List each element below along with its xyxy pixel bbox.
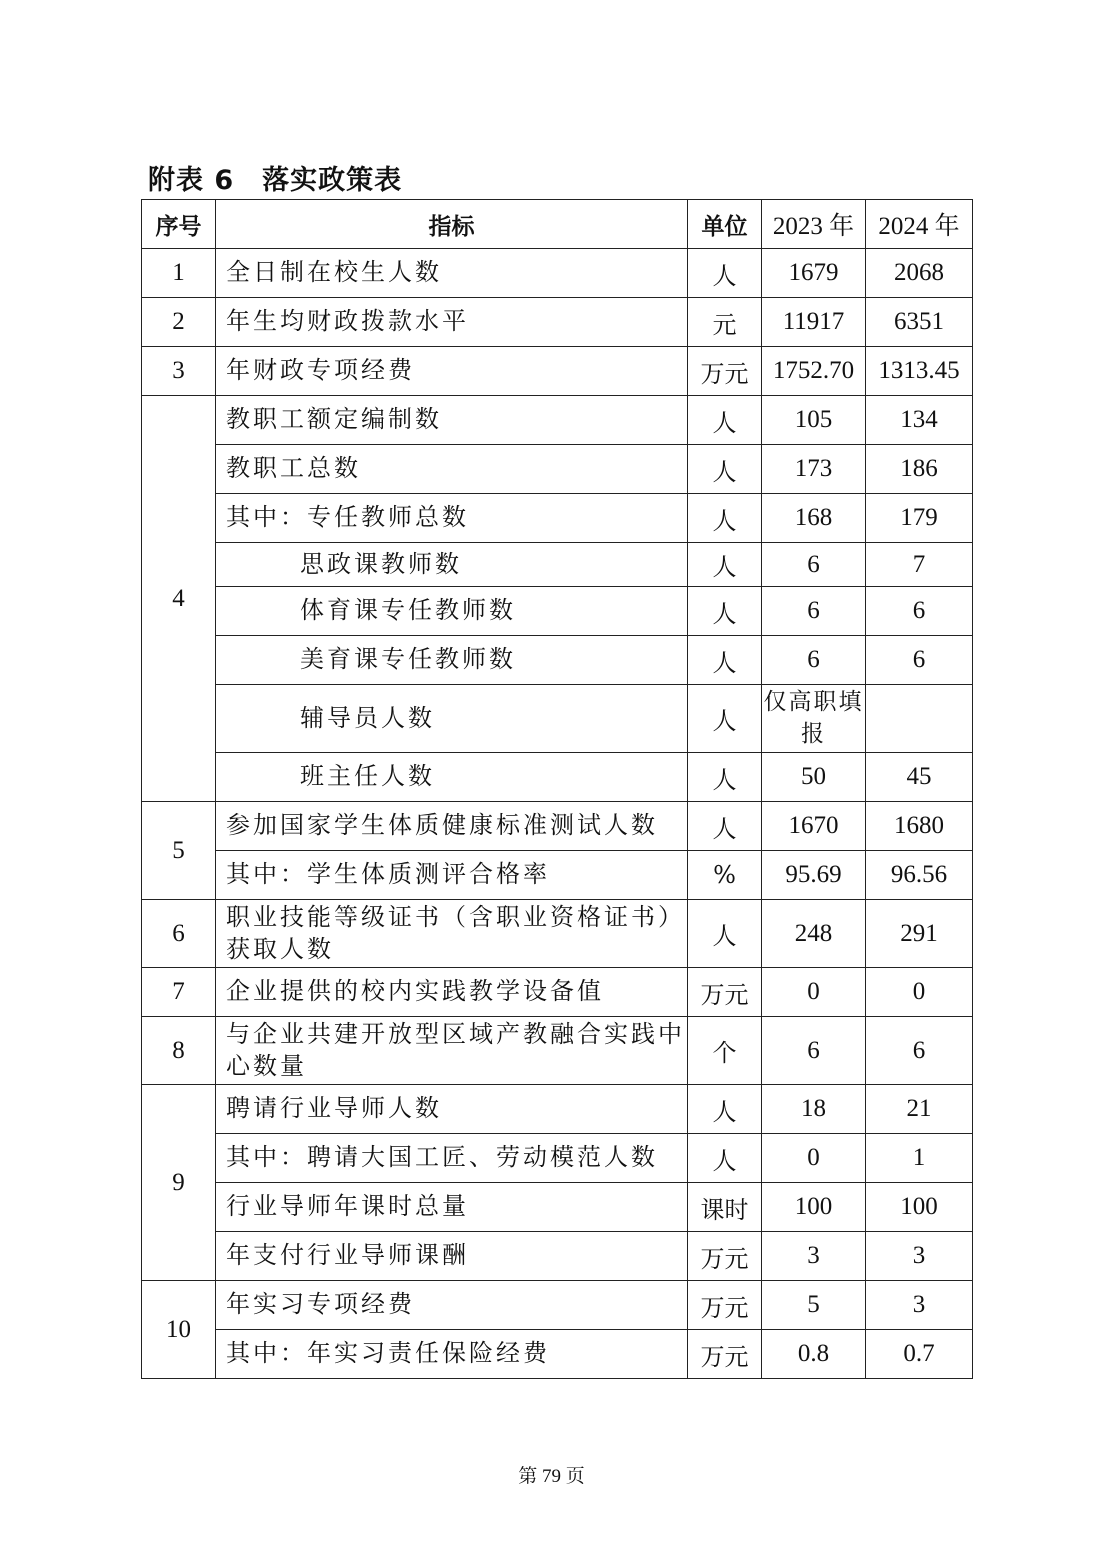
row-indicator: 聘请行业导师人数: [216, 1085, 688, 1134]
header-index: 序号: [142, 200, 216, 249]
table-row: [142, 685, 973, 753]
row-2023-value: 1670: [762, 802, 866, 851]
row-2023-value: 50: [762, 753, 866, 802]
row-unit: 人: [688, 587, 762, 636]
row-unit: 人: [688, 396, 762, 445]
row-2023-value: 173: [762, 445, 866, 494]
row-indicator: 辅导员人数: [216, 685, 688, 753]
row-indicator: 年支付行业导师课酬: [216, 1232, 688, 1281]
row-2023-value: 0: [762, 968, 866, 1017]
row-2024-value: 6: [866, 587, 973, 636]
row-2024-value: 2068: [866, 249, 973, 298]
table-row: [142, 802, 973, 851]
header-2024: 2024 年: [866, 200, 973, 249]
table-row: [142, 587, 973, 636]
row-indicator: 参加国家学生体质健康标准测试人数: [216, 802, 688, 851]
table-row: [142, 968, 973, 1017]
row-unit: 人: [688, 249, 762, 298]
row-2023-value: 6: [762, 587, 866, 636]
row-2023-value: 11917: [762, 298, 866, 347]
table-row: [142, 347, 973, 396]
row-indicator: 企业提供的校内实践教学设备值: [216, 968, 688, 1017]
row-indicator: 其中：聘请大国工匠、劳动模范人数: [216, 1134, 688, 1183]
policy-table: [141, 199, 973, 1379]
row-index: 1: [142, 249, 216, 298]
page-number: 第 79 页: [518, 1466, 585, 1487]
row-unit: 人: [688, 1134, 762, 1183]
row-2023-value: 6: [762, 1017, 866, 1085]
table-row: [142, 1330, 973, 1379]
row-2023-value: 5: [762, 1281, 866, 1330]
row-index: 8: [142, 1017, 216, 1085]
table-row: [142, 1134, 973, 1183]
row-2023-value: 6: [762, 543, 866, 587]
row-2024-value: 1680: [866, 802, 973, 851]
row-2024-value: 186: [866, 445, 973, 494]
row-unit: 万元: [688, 968, 762, 1017]
row-unit: 人: [688, 753, 762, 802]
row-2024-value: 21: [866, 1085, 973, 1134]
table-row: [142, 396, 973, 445]
table-row: [142, 900, 973, 968]
row-2024-value: 179: [866, 494, 973, 543]
row-unit: 人: [688, 543, 762, 587]
row-index: 2: [142, 298, 216, 347]
row-indicator: 职业技能等级证书（含职业资格证书）获取人数: [216, 900, 688, 968]
table-row: [142, 249, 973, 298]
table-row: [142, 1232, 973, 1281]
row-2023-value: 仅高职填报: [762, 685, 866, 753]
row-2023-value: 0: [762, 1134, 866, 1183]
row-indicator: 班主任人数: [216, 753, 688, 802]
row-index: 10: [142, 1281, 216, 1379]
row-unit: 人: [688, 445, 762, 494]
row-indicator: 其中：年实习责任保险经费: [216, 1330, 688, 1379]
table-row: [142, 1183, 973, 1232]
row-2024-value: 6: [866, 636, 973, 685]
row-2023-value: 3: [762, 1232, 866, 1281]
row-unit: 个: [688, 1017, 762, 1085]
row-2024-value: [866, 685, 973, 753]
row-2023-value: 18: [762, 1085, 866, 1134]
row-indicator: 行业导师年课时总量: [216, 1183, 688, 1232]
row-index: 6: [142, 900, 216, 968]
row-unit: 万元: [688, 1330, 762, 1379]
row-unit: 万元: [688, 1232, 762, 1281]
row-indicator: 美育课专任教师数: [216, 636, 688, 685]
table-row: [142, 298, 973, 347]
table-row: [142, 494, 973, 543]
header-unit: 单位: [688, 200, 762, 249]
row-2023-value: 1679: [762, 249, 866, 298]
row-2023-value: 105: [762, 396, 866, 445]
row-2024-value: 0.7: [866, 1330, 973, 1379]
row-unit: 人: [688, 900, 762, 968]
row-unit: 人: [688, 636, 762, 685]
row-2023-value: 168: [762, 494, 866, 543]
row-2024-value: 3: [866, 1232, 973, 1281]
row-2024-value: 96.56: [866, 851, 973, 900]
table-row: [142, 851, 973, 900]
table-row: [142, 1085, 973, 1134]
row-2024-value: 1313.45: [866, 347, 973, 396]
table-row: [142, 445, 973, 494]
row-2024-value: 291: [866, 900, 973, 968]
row-indicator: 全日制在校生人数: [216, 249, 688, 298]
row-2023-value: 248: [762, 900, 866, 968]
table-title: 附表 6 落实政策表: [148, 165, 403, 196]
row-unit: 人: [688, 494, 762, 543]
table-row: [142, 1281, 973, 1330]
row-2024-value: 6: [866, 1017, 973, 1085]
row-2023-value: 1752.70: [762, 347, 866, 396]
row-2023-value: 0.8: [762, 1330, 866, 1379]
row-unit: 人: [688, 685, 762, 753]
row-2023-value: 6: [762, 636, 866, 685]
row-indicator: 其中：学生体质测评合格率: [216, 851, 688, 900]
row-unit: 课时: [688, 1183, 762, 1232]
row-2024-value: 100: [866, 1183, 973, 1232]
row-indicator: 教职工总数: [216, 445, 688, 494]
row-indicator: 与企业共建开放型区域产教融合实践中心数量: [216, 1017, 688, 1085]
row-2024-value: 0: [866, 968, 973, 1017]
row-indicator: 其中：专任教师总数: [216, 494, 688, 543]
row-index: 5: [142, 802, 216, 900]
row-unit: 人: [688, 802, 762, 851]
header-2023: 2023 年: [762, 200, 866, 249]
row-index: 7: [142, 968, 216, 1017]
row-2024-value: 6351: [866, 298, 973, 347]
row-2024-value: 45: [866, 753, 973, 802]
row-unit: %: [688, 851, 762, 900]
row-unit: 万元: [688, 347, 762, 396]
row-2023-value: 95.69: [762, 851, 866, 900]
row-2023-value: 100: [762, 1183, 866, 1232]
row-2024-value: 134: [866, 396, 973, 445]
row-unit: 元: [688, 298, 762, 347]
row-indicator: 思政课教师数: [216, 543, 688, 587]
row-2024-value: 7: [866, 543, 973, 587]
table-row: [142, 753, 973, 802]
row-unit: 人: [688, 1085, 762, 1134]
row-index: 3: [142, 347, 216, 396]
header-indicator: 指标: [216, 200, 688, 249]
table-row: [142, 636, 973, 685]
row-indicator: 年财政专项经费: [216, 347, 688, 396]
row-2024-value: 1: [866, 1134, 973, 1183]
row-index: 4: [142, 396, 216, 802]
row-indicator: 年实习专项经费: [216, 1281, 688, 1330]
row-2024-value: 3: [866, 1281, 973, 1330]
row-index: 9: [142, 1085, 216, 1281]
row-unit: 万元: [688, 1281, 762, 1330]
table-row: [142, 1017, 973, 1085]
row-indicator: 体育课专任教师数: [216, 587, 688, 636]
row-indicator: 年生均财政拨款水平: [216, 298, 688, 347]
table-header-row: [142, 200, 973, 249]
table-row: [142, 543, 973, 587]
row-indicator: 教职工额定编制数: [216, 396, 688, 445]
